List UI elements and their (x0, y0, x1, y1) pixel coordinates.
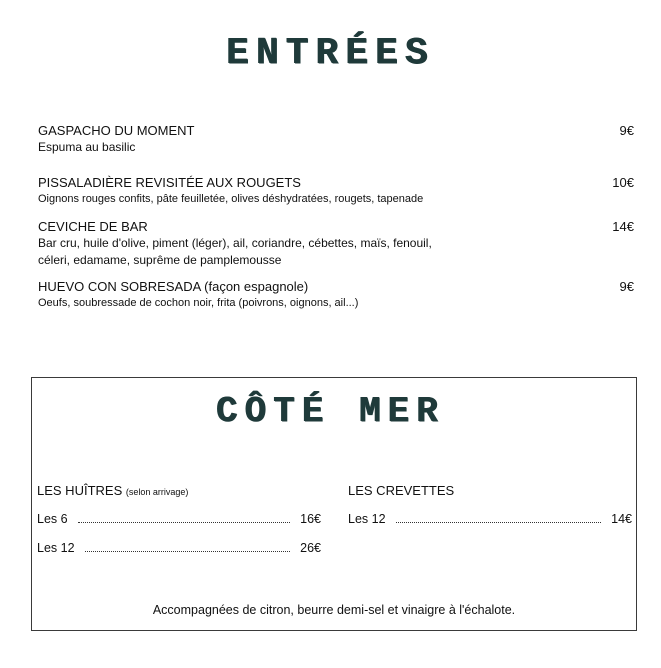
row-label: Les 6 (37, 512, 68, 526)
row-price: 14€ (611, 512, 632, 526)
row-label: Les 12 (37, 541, 75, 555)
item-name: GASPACHO DU MOMENT (38, 123, 195, 138)
crevettes-heading-label: LES CREVETTES (348, 483, 455, 498)
menu-item-ceviche (38, 219, 634, 269)
entrees-title: ENTRÉES (226, 32, 435, 75)
item-price: 9€ (619, 123, 634, 138)
item-description: Oeufs, soubressade de cochon noir, frita (poivrons, oignons, ail...) (38, 297, 359, 309)
item-description: Espuma au basilic (38, 140, 136, 154)
huitres-heading-note: (selon arrivage) (125, 487, 189, 497)
item-price: 9€ (619, 279, 634, 294)
dot-leader (78, 513, 291, 523)
crevettes-heading (348, 483, 454, 498)
menu-item-pissaladiere (38, 175, 634, 208)
item-name: CEVICHE DE BAR (38, 219, 148, 234)
item-description: Oignons rouges confits, pâte feuilletée, olives déshydratées, rougets, tapenade (38, 193, 424, 205)
item-price: 10€ (612, 175, 634, 190)
row-price: 26€ (300, 541, 321, 555)
huitres-heading (37, 483, 188, 498)
cote-mer-title: CÔTÉ MER (216, 391, 445, 432)
price-row (37, 512, 321, 526)
item-name: PISSALADIÈRE REVISITÉE AUX ROUGETS (38, 175, 301, 190)
dot-leader (396, 513, 602, 523)
item-name: HUEVO CON SOBRESADA (façon espagnole) (38, 279, 309, 294)
price-row (348, 512, 632, 526)
footnote: Accompagnées de citron, beurre demi-sel et vinaigre à l'échalote. (152, 603, 516, 617)
menu-item-gaspacho (38, 123, 634, 156)
row-label: Les 12 (348, 512, 386, 526)
item-description: Bar cru, huile d'olive, piment (léger), ail, coriandre, cébettes, maïs, fenouil, (38, 236, 432, 250)
huitres-heading-label: LES HUÎTRES (37, 483, 123, 498)
price-row (37, 541, 321, 555)
item-description-line-2: céleri, edamame, suprême de pamplemousse (38, 253, 282, 267)
menu-item-huevo (38, 279, 634, 312)
row-price: 16€ (300, 512, 321, 526)
dot-leader (85, 542, 291, 552)
item-price: 14€ (612, 219, 634, 234)
